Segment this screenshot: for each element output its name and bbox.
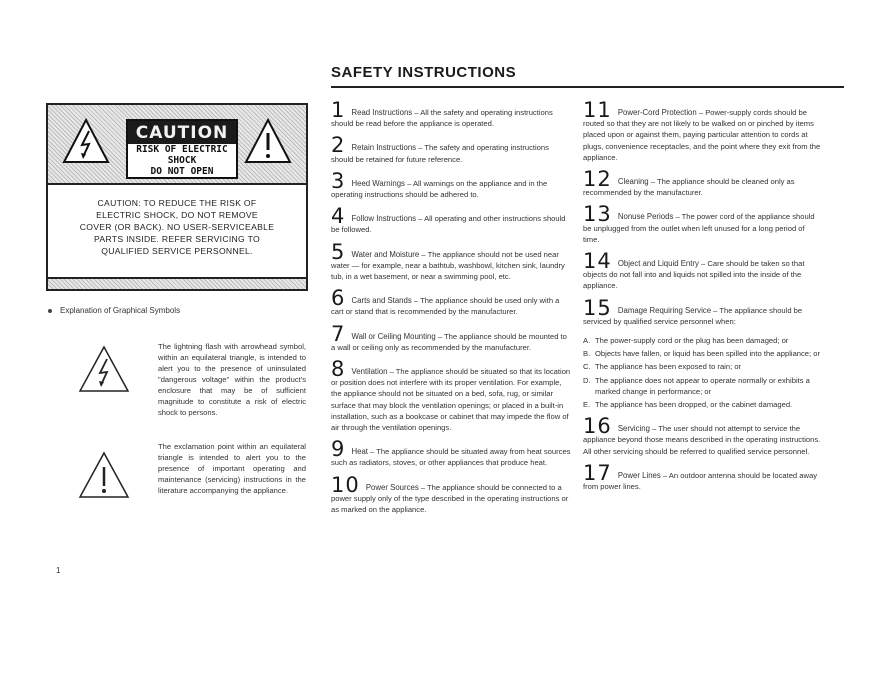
instruction-number: 15 xyxy=(583,295,612,320)
service-condition-item xyxy=(583,361,821,372)
instruction-title: Power-Cord Protection xyxy=(617,108,697,117)
instruction-text: Power-supply cords should be routed so that they are not likely to be walked on or pinched by items placed upon or against them, paying particular attention to cords at plugs, convenience receptacles, and the point where they exit from the appliance. xyxy=(583,108,821,162)
lightning-warning-icon xyxy=(62,117,110,165)
instruction-title: Damage Requiring Service xyxy=(617,305,712,315)
instruction-number: 6 xyxy=(331,286,346,311)
instruction-item: 3 Heed Warnings – All warnings on the appliance and in the operating instructions should be adhered to. xyxy=(331,168,548,200)
exclamation-symbol-icon xyxy=(78,451,130,499)
page-title: SAFETY INSTRUCTIONS xyxy=(331,64,517,81)
caution-risk-line: RISK OF ELECTRIC SHOCK xyxy=(136,144,228,166)
condition-letter: B. xyxy=(583,349,591,359)
instruction-text: All the safety and operating instructions should be read before the appliance is operated. xyxy=(331,108,553,129)
caution-stripe xyxy=(48,277,306,289)
instruction-number: 13 xyxy=(583,202,612,227)
condition-text: The appliance has been dropped, or the cabinet damaged. xyxy=(595,400,793,410)
instruction-number: 8 xyxy=(331,357,346,382)
condition-text: The appliance has been exposed to rain; or xyxy=(595,362,742,372)
service-condition-item xyxy=(583,335,821,346)
instruction-number: 3 xyxy=(331,168,346,193)
service-conditions-list xyxy=(583,335,821,410)
instructions-column-right xyxy=(583,98,821,500)
caution-body-line: ELECTRIC SHOCK, DO NOT REMOVE xyxy=(96,210,258,220)
caution-body-line: CAUTION: TO REDUCE THE RISK OF xyxy=(97,198,257,208)
condition-letter: D. xyxy=(583,375,591,385)
instruction-item: 2 Retain Instructions – The safety and operating instructions should be retained for future reference. xyxy=(331,133,549,164)
instruction-title: Water and Moisture xyxy=(351,249,420,259)
instruction-title: Retain Instructions xyxy=(351,143,417,153)
service-condition-item xyxy=(583,348,821,359)
instruction-title: Nonuse Periods xyxy=(617,212,674,222)
instruction-text: The safety and operating instructions should be retained for future reference. xyxy=(331,143,549,164)
instruction-item: 15 Damage Requiring Service – The appliance should be serviced by qualified service personnel when: xyxy=(583,295,803,326)
instruction-title: Follow Instructions xyxy=(351,214,417,224)
instruction-title: Read Instructions xyxy=(351,108,413,117)
lightning-symbol-text: The lightning flash with arrowhead symbol, within an equilateral triangle, is intended to alert you to the presence of uninsulated "dangerous voltage" within the product's enclosure that may be of sufficient magnitude to constitute a risk of electric shock to persons. xyxy=(158,342,306,417)
condition-text: Objects have fallen, or liquid has been spilled into the appliance; or xyxy=(595,349,821,359)
caution-body xyxy=(54,197,300,257)
instruction-text: The appliance should be cleaned only as recommended by the manufacturer. xyxy=(583,177,795,198)
instruction-text: All operating and other instructions should be followed. xyxy=(331,214,566,235)
exclamation-warning-icon xyxy=(244,117,292,165)
instruction-item: 7 Wall or Ceiling Mounting – The appliance should be mounted to a wall or ceiling only as recommended by the manufacturer. xyxy=(331,321,567,352)
instruction-title: Servicing xyxy=(617,424,650,434)
bullet-icon xyxy=(48,309,52,313)
instruction-title: Ventilation xyxy=(351,367,388,377)
instruction-item: 11 Power-Cord Protection – Power-supply cords should be routed so that they are not likely to be walked on or pinched by items placed upon or against them, paying particular attention to cords at plugs, convenience receptacles, and the point where they exit from the appliance. xyxy=(583,98,821,162)
instruction-number: 4 xyxy=(331,204,346,229)
instruction-item: 16 Servicing – The user should not attempt to service the appliance beyond those means described in the operating instructions. All other servicing should be referred to qualified service personnel. xyxy=(583,414,821,456)
condition-letter: E. xyxy=(583,400,591,410)
instruction-item: 12 Cleaning – The appliance should be cleaned only as recommended by the manufacturer. xyxy=(583,167,795,198)
service-condition-item xyxy=(583,375,821,397)
instruction-item: 1 Read Instructions – All the safety and operating instructions should be read before the appliance is operated. xyxy=(331,98,553,129)
instruction-title: Carts and Stands xyxy=(351,296,412,306)
instruction-title: Heed Warnings xyxy=(351,178,405,188)
instruction-text: The user should not attempt to service the appliance beyond those means described in the operating instructions. All other servicing should be referred to qualified service personnel. xyxy=(583,424,821,456)
condition-text: The power-supply cord or the plug has been damaged; or xyxy=(595,336,789,346)
instruction-text: The appliance should be used only with a cart or stand that is recommended by the manufacturer. xyxy=(331,296,560,317)
condition-letter: A. xyxy=(583,336,591,346)
instruction-item: 13 Nonuse Periods – The power cord of the appliance should be unplugged from the outlet when left unused for a long period of time. xyxy=(583,202,815,244)
instructions-column-left xyxy=(331,98,573,523)
caution-label xyxy=(126,119,238,179)
instruction-number: 9 xyxy=(331,437,346,462)
caution-body-line: COVER (OR BACK). NO USER-SERVICEABLE xyxy=(79,222,275,232)
symbols-heading-text: Explanation of Graphical Symbols xyxy=(60,306,181,315)
condition-text: The appliance does not appear to operate normally or exhibits a marked change in performance; or xyxy=(595,375,810,396)
caution-word: CAUTION xyxy=(128,121,236,144)
condition-letter: C. xyxy=(583,362,591,372)
instruction-text: The appliance should not be used near water — for example, near a bathtub, washbowl, kitchen sink, laundry tub, in a wet basement, or near a swimming pool, etc. xyxy=(331,249,565,282)
page-number: 1 xyxy=(56,566,61,575)
instruction-item: 5 Water and Moisture – The appliance should not be used near water — for example, near a bathtub, washbowl, kitchen sink, laundry tub, in a wet basement, or near a swimming pool, etc. xyxy=(331,239,565,282)
instruction-title: Power Sources xyxy=(365,482,419,492)
exclamation-symbol-text: The exclamation point within an equilateral triangle is intended to alert you to the presence of important operating and maintenance (servicing) instructions in the literature accompanying the appliance. xyxy=(158,442,306,495)
symbols-heading xyxy=(48,306,180,315)
caution-header xyxy=(48,105,306,185)
title-rule xyxy=(331,86,844,88)
lightning-symbol-icon xyxy=(78,345,130,393)
instruction-number: 16 xyxy=(583,414,612,439)
instruction-text: The appliance should be mounted to a wall or ceiling only as recommended by the manufacturer. xyxy=(331,331,567,352)
instruction-text: The appliance should be situated away from heat sources such as radiators, stoves, or other appliances that produce heat. xyxy=(331,447,571,468)
instruction-number: 1 xyxy=(331,98,346,122)
instruction-title: Object and Liquid Entry xyxy=(617,259,699,269)
instruction-text: The appliance should be connected to a power supply only of the type described in the operating instructions or as marked on the appliance. xyxy=(331,482,569,515)
instruction-number: 14 xyxy=(583,249,612,274)
instruction-text: An outdoor antenna should be located away from power lines. xyxy=(583,470,817,492)
service-condition-item xyxy=(583,399,821,410)
instruction-number: 12 xyxy=(583,167,612,192)
instruction-item: 9 Heat – The appliance should be situated away from heat sources such as radiators, stoves, or other appliances that produce heat. xyxy=(331,437,571,468)
instruction-title: Power Lines xyxy=(617,470,661,480)
instruction-number: 2 xyxy=(331,133,346,158)
instruction-item: 14 Object and Liquid Entry – Care should be taken so that objects do not fall into and liquids not spilled into the inside of the appliance. xyxy=(583,249,805,291)
instruction-number: 10 xyxy=(331,472,360,497)
instruction-text: The appliance should be serviced by qualified service personnel when: xyxy=(583,305,803,326)
instruction-item: 10 Power Sources – The appliance should be connected to a power supply only of the type described in the operating instructions or as marked on the appliance. xyxy=(331,472,569,515)
instruction-number: 17 xyxy=(583,460,612,485)
instruction-item: 6 Carts and Stands – The appliance should be used only with a cart or stand that is recommended by the manufacturer. xyxy=(331,286,560,317)
instruction-number: 5 xyxy=(331,239,346,264)
instruction-number: 7 xyxy=(331,321,346,346)
caution-body-line: PARTS INSIDE. REFER SERVICING TO xyxy=(94,234,260,244)
instruction-title: Wall or Ceiling Mounting xyxy=(351,331,436,341)
caution-open-line: DO NOT OPEN xyxy=(150,166,214,177)
instruction-item: 17 Power Lines – An outdoor antenna should be located away from power lines. xyxy=(583,460,817,492)
instruction-title: Heat xyxy=(351,447,368,457)
instruction-number: 11 xyxy=(583,98,612,122)
instruction-text: The power cord of the appliance should be unplugged from the outlet when left unused for a long period of time. xyxy=(583,212,815,244)
instruction-text: The appliance should be situated so that its location or position does not interfere with its proper ventilation. For example, the appliance should not be situated on a bed, sofa, rug, or similar surface that may block the ventilation openings; or placed in a built-in installation, such as a bookcase or cabinet that may impede the flow of air through the ventilation openings. xyxy=(331,367,571,433)
caution-panel xyxy=(46,103,308,291)
instruction-item: 8 Ventilation – The appliance should be situated so that its location or position does not interfere with its proper ventilation. For example, the appliance should not be situated on a bed, sofa, rug, or similar surface that may block the ventilation openings; or placed in a built-in installation, such as a bookcase or cabinet that may impede the flow of air through the ventilation openings. xyxy=(331,357,571,433)
instruction-text: Care should be taken so that objects do not fall into and liquids not spilled into the inside of the appliance. xyxy=(583,259,805,291)
instruction-title: Cleaning xyxy=(617,177,649,187)
instruction-item: 4 Follow Instructions – All operating and other instructions should be followed. xyxy=(331,204,566,235)
caution-body-line: QUALIFIED SERVICE PERSONNEL. xyxy=(101,246,253,256)
instruction-text: All warnings on the appliance and in the operating instructions should be adhered to. xyxy=(331,178,548,200)
